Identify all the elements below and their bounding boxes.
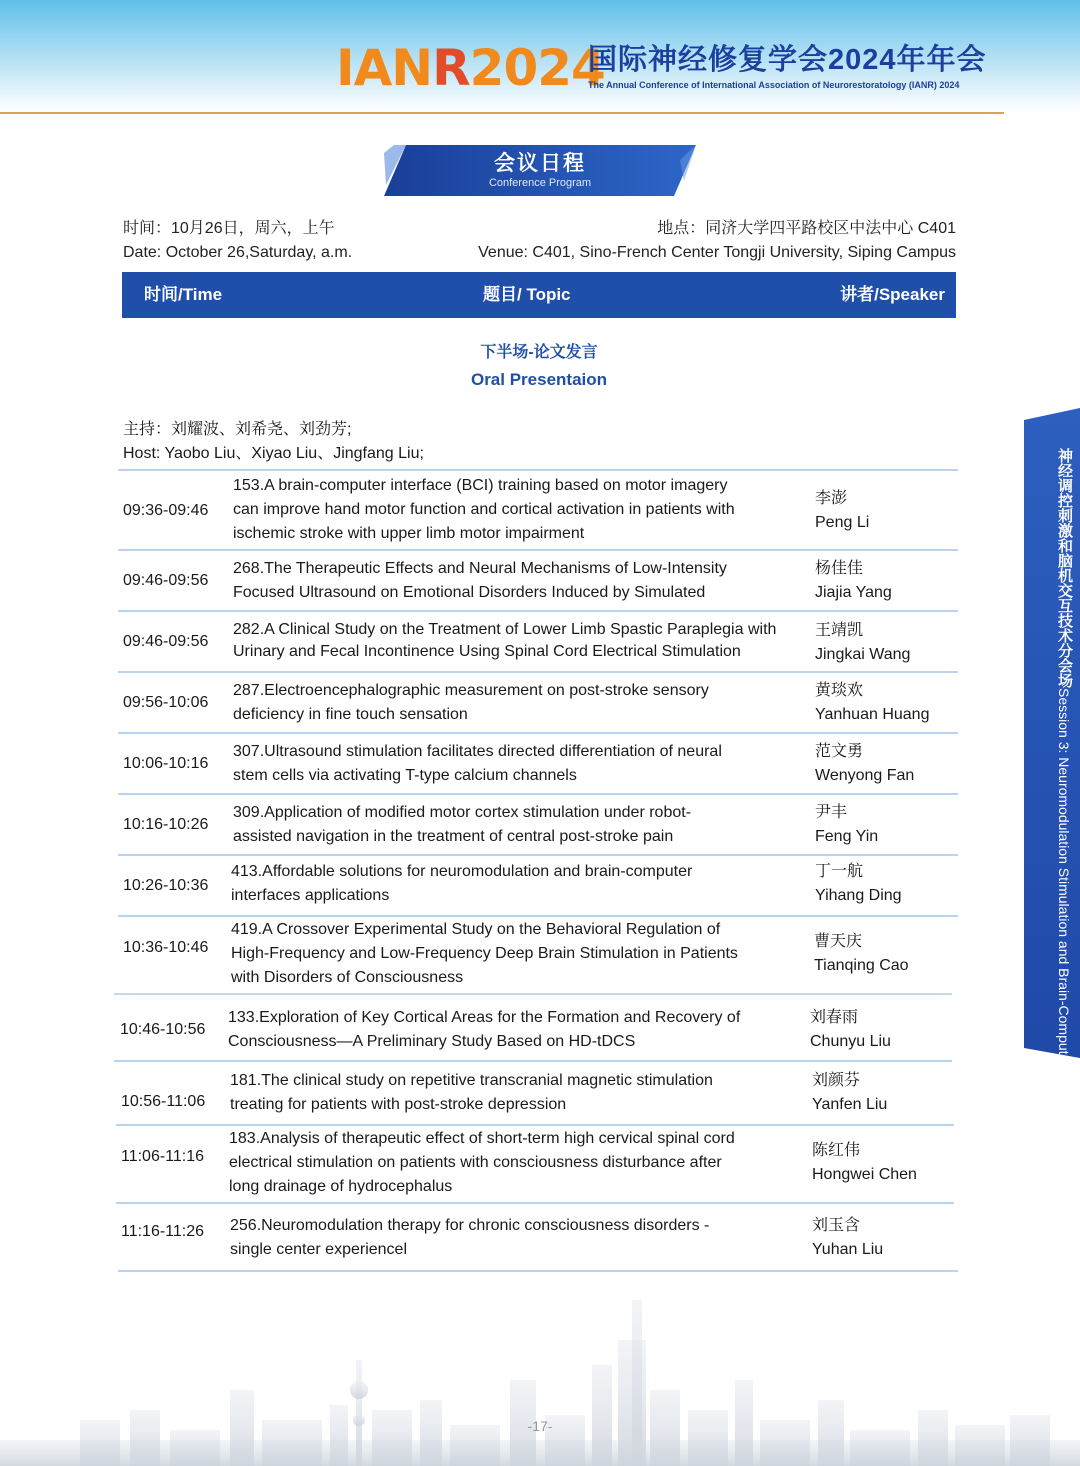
program-banner [384,145,696,196]
row-topic: 256.Neuromodulation therapy for chronic consciousness disorders - single center experiencel [230,1217,710,1258]
row-topic: 153.A brain-computer interface (BCI) training based on motor imagery can improve hand motor function and cortical activation in patients with ischemic stroke with upper limb motor impairment [233,477,735,542]
row-time: 10:56-11:06 [121,1093,206,1110]
row-speaker: 刘玉含 Yuhan Liu [812,1217,884,1258]
session-title-en: Oral Presentaion [470,370,608,389]
row-speaker: 曹天庆 Tianqing Cao [814,933,909,974]
conference-title-cn: 国际神经修复学会2024年年会 [588,44,987,76]
venue-en: Venue: C401, Sino-French Center Tongji University, Siping Campus [478,244,956,261]
row-time: 09:36-09:46 [123,502,209,519]
row-topic: 307.Ultrasound stimulation facilitates directed differentiation of neural stem cells via activating T-type calcium channels [233,743,722,784]
row-topic: 133.Exploration of Key Cortical Areas for the Formation and Recovery of Consciousness—A Preliminary Study Based on HD-tDCS [228,1009,741,1050]
row-topic: 309.Application of modified motor cortex stimulation under robot- assisted navigation in the treatment of central post-stroke pain [233,804,692,845]
table-header [122,272,956,318]
side-tab-title-en: Session 3: Neuromodulation Stimulation and Brain-Computer Interaction Technology [1056,688,1072,1211]
row-speaker: 范文勇 Wenyong Fan [815,743,915,784]
table-row [118,856,958,917]
table-row [118,551,958,612]
date-cn: 时间：10月26日，周六，上午 [123,220,335,237]
row-time: 10:16-10:26 [123,816,209,833]
banner-title-cn: 会议日程 [494,152,586,175]
table-row [118,1204,958,1272]
table-row [118,734,958,795]
row-time: 10:06-10:16 [123,755,209,772]
row-speaker: 黄琰欢 Yanhuan Huang [815,682,930,723]
venue-cn: 地点：同济大学四平路校区中法中心 C401 [657,220,956,237]
table-row [118,471,958,551]
column-header-time: 时间/Time [144,285,223,304]
table-row [118,795,958,856]
table-row [118,612,958,673]
host-cn: 主持：刘耀波、刘希尧、刘劲芳; [123,421,352,438]
table-row [114,917,952,995]
row-time: 10:26-10:36 [123,877,209,894]
row-topic: 413.Affordable solutions for neuromodulation and brain-computer interfaces applications [231,863,693,904]
row-speaker: 陈红伟 Hongwei Chen [812,1142,917,1183]
row-time: 09:46-09:56 [123,572,209,589]
row-topic: 181.The clinical study on repetitive transcranial magnetic stimulation treating for patients with post-stroke depression [230,1072,713,1113]
row-topic: 287.Electroencephalographic measurement on post-stroke sensory deficiency in fine touch sensation [233,682,709,723]
table-row [118,673,958,734]
page-number: -17- [527,1418,553,1434]
row-topic: 282.A Clinical Study on the Treatment of Lower Limb Spastic Paraplegia with Urinary and Fecal Incontinence Using Spinal Cord Electrical Stimulation [233,621,777,660]
ianr-logo: IANR2024 [336,39,605,97]
row-time: 10:36-10:46 [123,939,209,956]
banner-title-en: Conference Program [488,177,592,189]
row-time: 10:46-10:56 [120,1021,206,1038]
row-topic: 268.The Therapeutic Effects and Neural Mechanisms of Low-Intensity Focused Ultrasound on Emotional Disorders Induced by Simulated [233,560,727,601]
row-speaker: 尹丰 Feng Yin [815,804,879,845]
table-row [116,1062,954,1126]
table-row [114,995,952,1062]
column-header-speaker: 讲者/Speaker [840,285,945,304]
date-info [123,217,352,265]
host-info [123,418,424,466]
row-topic: 183.Analysis of therapeutic effect of short-term high cervical spinal cord electrical stimulation on patients with consciousness disturbance after long drainage of hydrocephalus [229,1130,735,1195]
side-tab-title-cn: 神经调控刺激和脑机交互技术分会场 [1056,448,1073,688]
session-title-cn: 下半场-论文发言 [480,344,598,361]
row-time: 11:16-11:26 [121,1223,205,1240]
row-speaker: 丁一航 Yihang Ding [815,863,902,904]
row-speaker: 李澎 Peng Li [815,490,870,531]
row-time: 09:46-09:56 [123,633,209,650]
conference-title-en: The Annual Conference of International Association of Neurorestoratology (IANR) 2024 [588,80,960,90]
city-skyline-decoration [0,1270,1080,1466]
table-row [116,1126,954,1204]
row-topic: 419.A Crossover Experimental Study on the Behavioral Regulation of High-Frequency and Low-Frequency Deep Brain Stimulation in Patients with Disorders of Consciousness [231,921,738,986]
row-speaker: 杨佳佳 Jiajia Yang [815,560,892,601]
row-speaker: 刘颜芬 Yanfen Liu [812,1072,888,1113]
side-tab-text [1033,448,1073,1211]
row-speaker: 王靖凯 Jingkai Wang [815,622,911,663]
header-divider [0,112,1004,114]
row-time: 11:06-11:16 [121,1148,205,1165]
column-header-topic: 题目/ Topic [483,285,571,304]
date-en: Date: October 26,Saturday, a.m. [123,244,353,261]
row-speaker: 刘春雨 Chunyu Liu [810,1009,891,1050]
host-en: Host: Yaobo Liu、Xiyao Liu、Jingfang Liu; [123,445,424,462]
venue-info [478,217,956,265]
row-time: 09:56-10:06 [123,694,209,711]
